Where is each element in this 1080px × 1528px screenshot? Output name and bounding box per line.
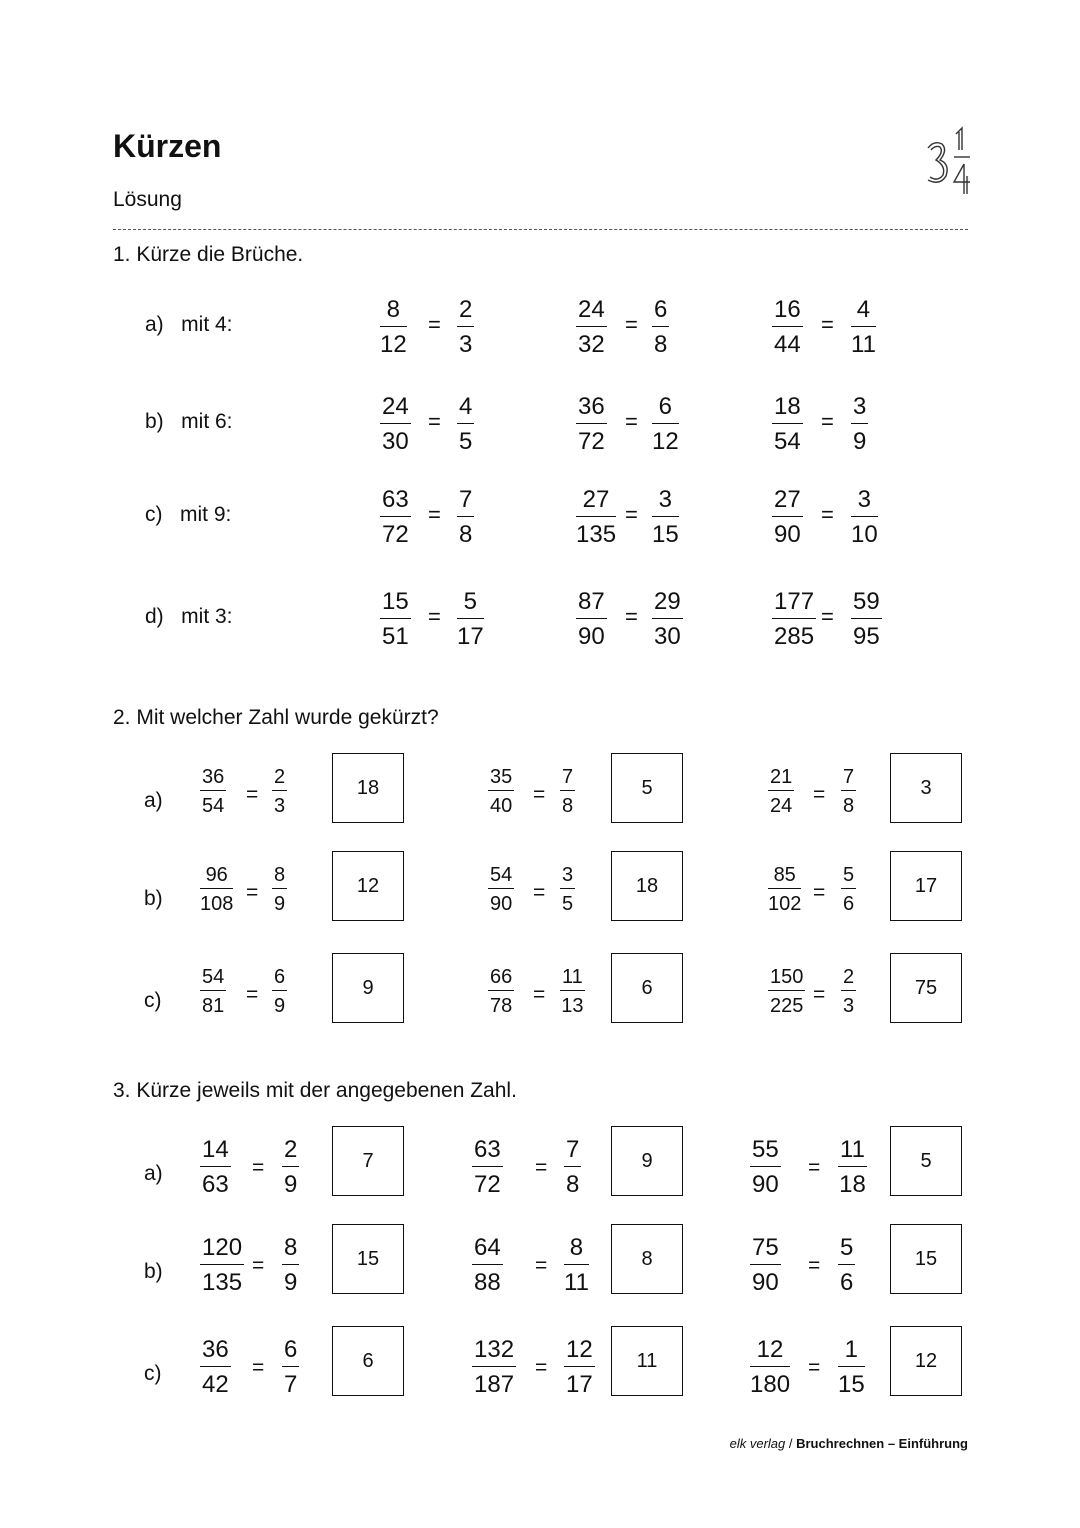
task1-reduced-fraction-denominator: 10 (851, 521, 878, 548)
task3-reduced-fraction (564, 1236, 589, 1295)
equals-sign: = (246, 983, 259, 1006)
task2-original-fraction-numerator: 66 (488, 967, 514, 991)
task3-original-fraction-numerator: 14 (200, 1138, 231, 1167)
task2-original-fraction-denominator: 225 (770, 995, 804, 1017)
task1-reduced-fraction (851, 298, 876, 357)
task1-original-fraction-numerator: 16 (772, 298, 803, 327)
task1-reduced-fraction-denominator: 8 (654, 331, 668, 358)
task2-reduced-fraction-numerator: 6 (272, 967, 287, 991)
equals-sign: = (246, 881, 259, 904)
task1-reduced-fraction-denominator: 3 (459, 331, 473, 358)
task2-row-label: b) (144, 887, 163, 910)
task1-reduced-fraction-numerator: 4 (851, 298, 876, 327)
task1-original-fraction-numerator: 24 (380, 395, 411, 424)
task1-reduced-fraction-denominator: 9 (853, 428, 867, 455)
task3-reduced-fraction-denominator: 15 (838, 1371, 865, 1398)
task1-original-fraction (380, 488, 411, 547)
task3-original-fraction (200, 1338, 231, 1397)
task1-reduced-fraction (851, 488, 878, 547)
task2-original-fraction (768, 967, 805, 1016)
equals-sign: = (535, 1156, 548, 1179)
task2-original-fraction (488, 767, 514, 816)
task1-row-label: b) mit 6: (145, 410, 233, 433)
task3-reduced-fraction-denominator: 11 (564, 1269, 589, 1296)
task2-reduced-fraction-denominator: 8 (562, 795, 574, 817)
task1-reduced-fraction (457, 298, 474, 357)
task1-reduced-fraction-denominator: 11 (851, 331, 876, 358)
task3-original-fraction-numerator: 12 (750, 1338, 790, 1367)
task1-reduced-fraction (652, 298, 669, 357)
task3-reduced-fraction (838, 1138, 867, 1197)
task2-reduced-fraction-numerator: 5 (841, 865, 856, 889)
task1-original-fraction-denominator: 90 (578, 623, 605, 650)
task3-row-label: a) (144, 1162, 163, 1185)
task2-original-fraction-numerator: 150 (768, 967, 805, 991)
task3-original-fraction-numerator: 75 (750, 1236, 781, 1265)
task3-row-label: b) (144, 1260, 163, 1283)
task3-original-fraction-numerator: 64 (472, 1236, 503, 1265)
task3-reduced-fraction-numerator: 1 (838, 1338, 865, 1367)
task3-reduced-fraction (282, 1236, 299, 1295)
equals-sign: = (533, 783, 546, 806)
task2-original-fraction-numerator: 96 (200, 865, 233, 889)
task2-answer-box: 17 (890, 851, 962, 921)
task3-original-fraction-numerator: 63 (472, 1138, 503, 1167)
task2-original-fraction (200, 767, 226, 816)
task1-reduced-fraction-numerator: 5 (457, 590, 484, 619)
task2-answer-box: 9 (332, 953, 404, 1023)
equals-sign: = (428, 312, 441, 337)
equals-sign: = (428, 409, 441, 434)
task3-original-fraction (472, 1338, 516, 1397)
task1-reduced-fraction (457, 488, 474, 547)
footer-separator: / (785, 1436, 797, 1451)
equals-sign: = (535, 1254, 548, 1277)
task1-original-fraction-denominator: 51 (382, 623, 409, 650)
task3-answer-box: 8 (611, 1224, 683, 1294)
task1-reduced-fraction (652, 395, 679, 454)
task3-answer-box: 15 (332, 1224, 404, 1294)
task1-original-fraction-denominator: 30 (382, 428, 409, 455)
task3-answer-box: 12 (890, 1326, 962, 1396)
task1-original-fraction-numerator: 87 (576, 590, 607, 619)
equals-sign: = (821, 502, 834, 527)
task1-reduced-fraction-denominator: 5 (459, 428, 473, 455)
task1-original-fraction-denominator: 90 (774, 521, 801, 548)
equals-sign: = (428, 502, 441, 527)
equals-sign: = (533, 881, 546, 904)
task2-heading: 2. Mit welcher Zahl wurde gekürzt? (113, 706, 439, 729)
task1-reduced-fraction-numerator: 29 (652, 590, 683, 619)
task2-original-fraction (200, 967, 226, 1016)
task3-original-fraction-numerator: 55 (750, 1138, 781, 1167)
task2-original-fraction-denominator: 90 (490, 893, 513, 915)
task1-original-fraction-denominator: 44 (774, 331, 801, 358)
task2-original-fraction-numerator: 85 (768, 865, 801, 889)
equals-sign: = (246, 783, 259, 806)
task3-heading: 3. Kürze jeweils mit der angegebenen Zahl. (113, 1079, 517, 1102)
task1-reduced-fraction-denominator: 12 (652, 428, 679, 455)
task2-reduced-fraction-denominator: 3 (274, 795, 286, 817)
task1-original-fraction-numerator: 8 (380, 298, 407, 327)
task3-reduced-fraction (838, 1338, 865, 1397)
task3-original-fraction-denominator: 135 (202, 1269, 243, 1296)
task2-original-fraction-numerator: 21 (768, 767, 794, 791)
task2-original-fraction-numerator: 54 (200, 967, 226, 991)
task2-answer-box: 6 (611, 953, 683, 1023)
task2-original-fraction-numerator: 35 (488, 767, 514, 791)
equals-sign: = (535, 1356, 548, 1379)
task1-reduced-fraction-numerator: 6 (652, 298, 669, 327)
equals-sign: = (808, 1254, 821, 1277)
task2-original-fraction-denominator: 102 (768, 893, 802, 915)
equals-sign: = (252, 1156, 265, 1179)
task1-reduced-fraction (851, 590, 882, 649)
task3-answer-box: 11 (611, 1326, 683, 1396)
task2-original-fraction-denominator: 108 (200, 893, 234, 915)
task2-reduced-fraction-denominator: 8 (843, 795, 855, 817)
task3-original-fraction (750, 1338, 790, 1397)
task3-reduced-fraction (838, 1236, 855, 1295)
task3-original-fraction (472, 1236, 503, 1295)
footer-credit (730, 1436, 968, 1451)
task1-row-label: c) mit 9: (145, 503, 232, 526)
task3-answer-box: 7 (332, 1126, 404, 1196)
task1-original-fraction-denominator: 135 (576, 521, 617, 548)
task1-reduced-fraction-numerator: 6 (652, 395, 679, 424)
task2-original-fraction (768, 865, 801, 914)
equals-sign: = (252, 1356, 265, 1379)
task1-original-fraction (576, 590, 607, 649)
task2-original-fraction (200, 865, 233, 914)
task2-reduced-fraction-denominator: 3 (843, 995, 855, 1017)
task3-reduced-fraction (564, 1338, 595, 1397)
task3-reduced-fraction-denominator: 6 (840, 1269, 854, 1296)
task1-reduced-fraction-numerator: 3 (652, 488, 679, 517)
task3-original-fraction (200, 1236, 244, 1295)
task3-reduced-fraction-numerator: 2 (282, 1138, 299, 1167)
task2-original-fraction-denominator: 54 (202, 795, 225, 817)
task1-original-fraction-denominator: 285 (774, 623, 815, 650)
task1-reduced-fraction (851, 395, 868, 454)
task3-reduced-fraction-numerator: 11 (838, 1138, 867, 1167)
task3-reduced-fraction-numerator: 6 (282, 1338, 299, 1367)
task1-original-fraction (576, 298, 607, 357)
task2-answer-box: 75 (890, 953, 962, 1023)
task3-original-fraction (472, 1138, 503, 1197)
equals-sign: = (625, 409, 638, 434)
task2-answer-box: 18 (332, 753, 404, 823)
equals-sign: = (625, 502, 638, 527)
task1-row-label: d) mit 3: (145, 605, 233, 628)
task2-row-label: c) (144, 989, 162, 1012)
task3-original-fraction-denominator: 63 (202, 1171, 229, 1198)
equals-sign: = (625, 604, 638, 629)
task1-reduced-fraction-numerator: 3 (851, 488, 878, 517)
task3-reduced-fraction-denominator: 9 (284, 1269, 298, 1296)
task2-reduced-fraction-numerator: 8 (272, 865, 287, 889)
task3-original-fraction-denominator: 180 (750, 1371, 791, 1398)
task1-original-fraction-numerator: 24 (576, 298, 607, 327)
task1-reduced-fraction-numerator: 7 (457, 488, 474, 517)
task2-reduced-fraction-denominator: 5 (562, 893, 574, 915)
task2-original-fraction-denominator: 78 (490, 995, 513, 1017)
equals-sign: = (428, 604, 441, 629)
task2-original-fraction-numerator: 36 (200, 767, 226, 791)
page-subtitle: Lösung (113, 188, 182, 211)
task2-original-fraction (488, 967, 514, 1016)
task2-reduced-fraction (272, 865, 287, 914)
task1-original-fraction (576, 395, 607, 454)
equals-sign: = (821, 312, 834, 337)
task3-original-fraction-numerator: 120 (200, 1236, 244, 1265)
task1-original-fraction (380, 590, 411, 649)
task3-reduced-fraction (564, 1138, 581, 1197)
task1-reduced-fraction-denominator: 17 (457, 623, 484, 650)
task2-reduced-fraction (272, 767, 287, 816)
task2-reduced-fraction-numerator: 7 (841, 767, 856, 791)
equals-sign: = (821, 409, 834, 434)
task2-reduced-fraction (841, 767, 856, 816)
task3-reduced-fraction-denominator: 8 (566, 1171, 580, 1198)
task1-original-fraction-denominator: 72 (578, 428, 605, 455)
task2-reduced-fraction-denominator: 6 (843, 893, 855, 915)
task3-reduced-fraction-denominator: 17 (566, 1371, 593, 1398)
task1-original-fraction (772, 298, 803, 357)
task1-reduced-fraction (457, 395, 474, 454)
task2-reduced-fraction (272, 967, 287, 1016)
task2-reduced-fraction (560, 967, 585, 1016)
task3-original-fraction (200, 1138, 231, 1197)
task1-original-fraction-numerator: 15 (380, 590, 411, 619)
task3-original-fraction-denominator: 88 (474, 1269, 501, 1296)
task1-reduced-fraction-denominator: 8 (459, 521, 473, 548)
task3-original-fraction-denominator: 187 (474, 1371, 515, 1398)
task2-reduced-fraction (841, 865, 856, 914)
task1-original-fraction-numerator: 36 (576, 395, 607, 424)
task1-original-fraction (772, 395, 803, 454)
task1-row-label: a) mit 4: (145, 313, 233, 336)
task2-reduced-fraction-denominator: 9 (274, 893, 286, 915)
task2-original-fraction-numerator: 54 (488, 865, 514, 889)
task2-reduced-fraction (560, 767, 575, 816)
task3-original-fraction-denominator: 72 (474, 1171, 501, 1198)
task3-original-fraction-numerator: 36 (200, 1338, 231, 1367)
task2-original-fraction-denominator: 40 (490, 795, 513, 817)
task1-original-fraction-numerator: 63 (380, 488, 411, 517)
task1-reduced-fraction-numerator: 4 (457, 395, 474, 424)
task3-original-fraction (750, 1236, 781, 1295)
task3-answer-box: 9 (611, 1126, 683, 1196)
task2-reduced-fraction-numerator: 2 (272, 767, 287, 791)
task3-original-fraction-denominator: 90 (752, 1171, 779, 1198)
task1-reduced-fraction-denominator: 30 (654, 623, 681, 650)
equals-sign: = (808, 1356, 821, 1379)
task1-reduced-fraction-numerator: 2 (457, 298, 474, 327)
task1-reduced-fraction (652, 488, 679, 547)
task2-reduced-fraction-numerator: 2 (841, 967, 856, 991)
task2-reduced-fraction-denominator: 13 (561, 995, 584, 1017)
task2-original-fraction (768, 767, 794, 816)
footer-publisher: elk verlag (729, 1436, 786, 1451)
task1-heading: 1. Kürze die Brüche. (113, 243, 304, 266)
task3-answer-box: 15 (890, 1224, 962, 1294)
task3-reduced-fraction-denominator: 18 (839, 1171, 866, 1198)
equals-sign: = (813, 881, 826, 904)
task3-answer-box: 6 (332, 1326, 404, 1396)
equals-sign: = (625, 312, 638, 337)
task1-original-fraction (772, 488, 803, 547)
task3-answer-box: 5 (890, 1126, 962, 1196)
task3-row-label: c) (144, 1362, 162, 1385)
task2-original-fraction-denominator: 24 (770, 795, 793, 817)
task2-answer-box: 3 (890, 753, 962, 823)
task1-original-fraction-numerator: 27 (772, 488, 803, 517)
task3-reduced-fraction-numerator: 12 (564, 1338, 595, 1367)
equals-sign: = (252, 1254, 265, 1277)
task2-original-fraction-denominator: 81 (202, 995, 225, 1017)
task2-answer-box: 12 (332, 851, 404, 921)
task2-original-fraction (488, 865, 514, 914)
footer-book-title: Bruchrechnen – Einführung (796, 1436, 968, 1451)
task2-row-label: a) (144, 789, 163, 812)
task3-reduced-fraction-numerator: 7 (564, 1138, 581, 1167)
task1-reduced-fraction (457, 590, 484, 649)
task2-reduced-fraction-numerator: 3 (560, 865, 575, 889)
equals-sign: = (821, 604, 834, 629)
task1-original-fraction (380, 395, 411, 454)
task1-original-fraction-denominator: 12 (380, 331, 407, 358)
task1-original-fraction-numerator: 177 (772, 590, 816, 619)
task1-reduced-fraction (652, 590, 683, 649)
task1-original-fraction-denominator: 32 (578, 331, 605, 358)
task2-reduced-fraction (841, 967, 856, 1016)
task2-reduced-fraction-numerator: 11 (560, 967, 585, 991)
task1-original-fraction-numerator: 27 (576, 488, 616, 517)
dashed-divider (113, 229, 968, 230)
task2-answer-box: 5 (611, 753, 683, 823)
task2-reduced-fraction-denominator: 9 (274, 995, 286, 1017)
task1-reduced-fraction-numerator: 3 (851, 395, 868, 424)
task1-reduced-fraction-denominator: 95 (853, 623, 880, 650)
task3-reduced-fraction-denominator: 9 (284, 1171, 298, 1198)
task1-original-fraction (576, 488, 616, 547)
task3-reduced-fraction-numerator: 8 (282, 1236, 299, 1265)
task3-original-fraction-numerator: 132 (472, 1338, 516, 1367)
task3-original-fraction-denominator: 90 (752, 1269, 779, 1296)
task1-original-fraction-denominator: 72 (382, 521, 409, 548)
task2-reduced-fraction (560, 865, 575, 914)
task1-original-fraction-denominator: 54 (774, 428, 801, 455)
equals-sign: = (808, 1156, 821, 1179)
equals-sign: = (533, 983, 546, 1006)
task3-original-fraction-denominator: 42 (202, 1371, 229, 1398)
task1-reduced-fraction-denominator: 15 (652, 521, 679, 548)
task2-reduced-fraction-numerator: 7 (560, 767, 575, 791)
task3-reduced-fraction-numerator: 5 (838, 1236, 855, 1265)
task3-reduced-fraction (282, 1138, 299, 1197)
task3-reduced-fraction-numerator: 8 (564, 1236, 589, 1265)
equals-sign: = (813, 783, 826, 806)
equals-sign: = (813, 983, 826, 1006)
task1-original-fraction (772, 590, 816, 649)
task3-reduced-fraction (282, 1338, 299, 1397)
task1-original-fraction-numerator: 18 (772, 395, 803, 424)
page-title: Kürzen (113, 128, 222, 164)
fraction-logo-icon (922, 124, 972, 196)
task3-original-fraction (750, 1138, 781, 1197)
task1-original-fraction (380, 298, 407, 357)
task2-answer-box: 18 (611, 851, 683, 921)
task1-reduced-fraction-numerator: 59 (851, 590, 882, 619)
task3-reduced-fraction-denominator: 7 (284, 1371, 298, 1398)
